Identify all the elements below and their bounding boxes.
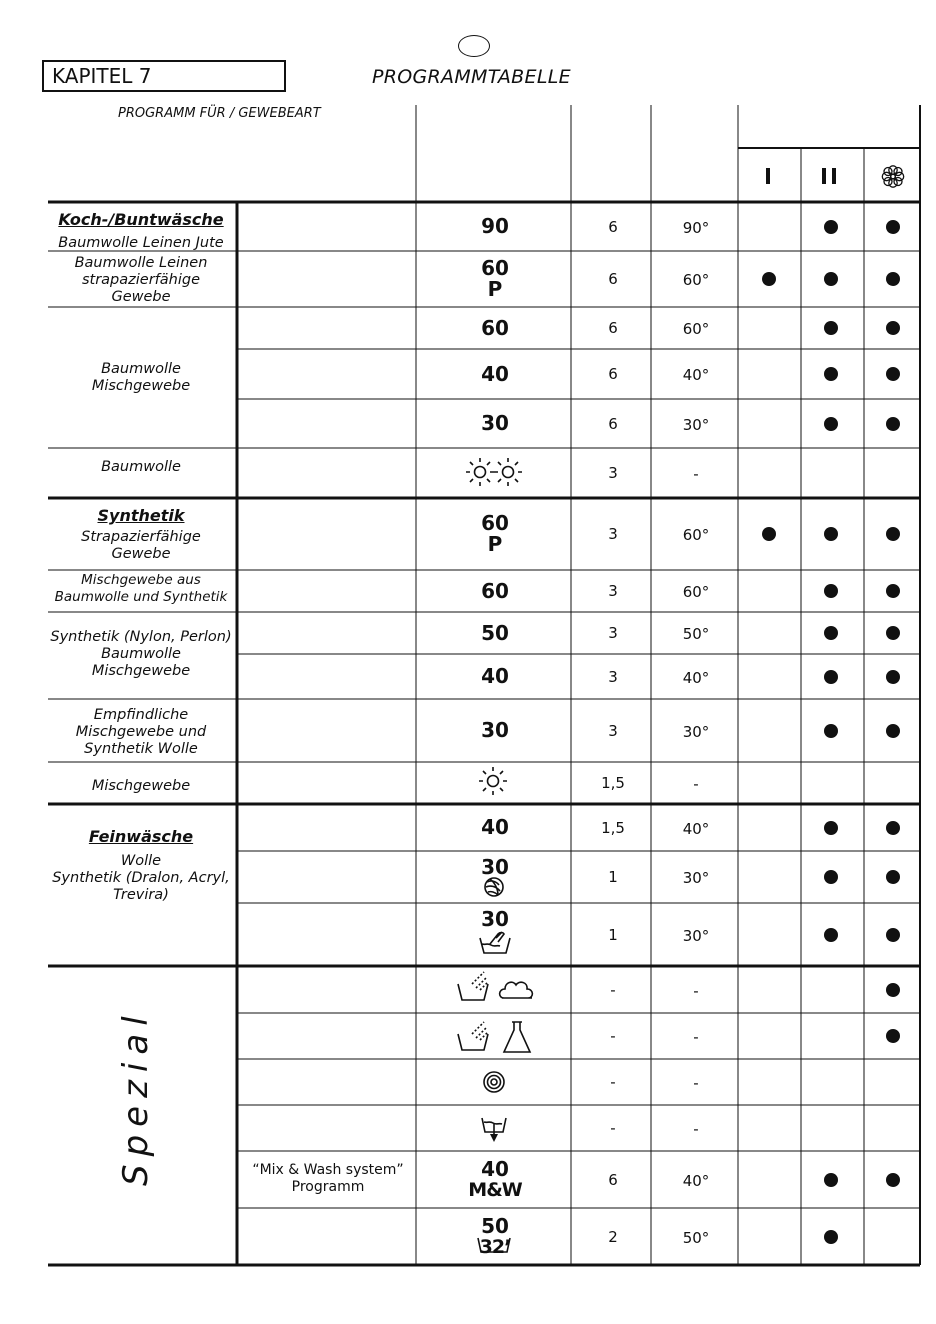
page-title: PROGRAMMTABELLE: [372, 66, 571, 88]
max-load-value: 3: [608, 721, 618, 740]
max-load-value: 6: [608, 414, 618, 433]
temperature-value: -: [693, 1120, 699, 1138]
detergent-dot-icon: [886, 870, 900, 884]
detergent-dot-icon: [886, 983, 900, 997]
wool-icon: [485, 878, 503, 896]
program-code: 60: [481, 578, 509, 603]
program-code: 40: [481, 815, 509, 839]
max-load-value: 6: [608, 270, 618, 288]
detergent-dot-icon: [886, 272, 900, 286]
drain-arrow-icon: [490, 1134, 498, 1142]
detergent-dot-icon: [886, 220, 900, 234]
program-code: 60 P: [481, 256, 509, 301]
detergent-dot-icon: [824, 821, 838, 835]
detergent-dot-icon: [824, 417, 838, 431]
fabric-synth-2: Mischgewebe aus Baumwolle und Synthetik: [54, 572, 228, 605]
program-code: 60: [481, 315, 509, 340]
rinse-bleach-icon: [458, 1022, 530, 1052]
program-code: 30: [481, 411, 509, 435]
temperature-value: 90°: [682, 218, 710, 237]
max-load-value: 3: [608, 525, 618, 543]
max-load-value: 1,5: [601, 818, 625, 837]
sun-icon: [479, 767, 507, 795]
max-load-value: 1: [608, 868, 618, 886]
temperature-value: 50°: [682, 625, 710, 643]
max-load-value: 3: [608, 624, 618, 642]
program-code: 30: [481, 855, 509, 879]
detergent-dot-icon: [886, 321, 900, 335]
detergent-dot-icon: [886, 724, 900, 738]
program-code: 30: [481, 718, 509, 742]
temperature-value: 40°: [682, 1171, 710, 1190]
handwash-icon: [480, 932, 510, 953]
max-load-value: -: [610, 1027, 616, 1045]
detergent-dot-icon: [824, 367, 838, 381]
roman-one-icon: [766, 168, 770, 184]
detergent-dot-icon: [886, 417, 900, 431]
temperature-value: -: [693, 1028, 699, 1046]
group-title-synthetik: Synthetik: [97, 506, 185, 525]
max-load-value: 3: [608, 464, 618, 482]
temperature-value: 60°: [682, 583, 710, 601]
detergent-dot-icon: [824, 724, 838, 738]
chapter-label: KAPITEL 7: [42, 60, 286, 92]
fabric-koch-2: Baumwolle Leinen strapazierfähige Gewebe: [74, 255, 208, 305]
temperature-value: 60°: [682, 526, 710, 544]
max-load-value: 1: [608, 925, 618, 944]
detergent-dot-icon: [824, 870, 838, 884]
temperature-value: 30°: [682, 926, 710, 945]
detergent-dot-icon: [824, 272, 838, 286]
fabric-fein: Wolle Synthetik (Dralon, Acryl, Trevira): [52, 853, 230, 903]
spin-icon: [484, 1072, 504, 1092]
program-code: 60 P: [481, 511, 509, 556]
max-load-value: 1,5: [601, 774, 625, 792]
detergent-dot-icon: [824, 321, 838, 335]
program-code: 40 M&W: [468, 1156, 522, 1201]
detergent-dot-icon: [886, 367, 900, 381]
max-load-value: -: [610, 980, 616, 999]
fabric-synth-3: Synthetik (Nylon, Perlon) Baumwolle Mischgewebe: [50, 629, 232, 679]
program-code: 40: [481, 361, 509, 386]
detergent-dot-icon: [762, 272, 776, 286]
detergent-dot-icon: [886, 626, 900, 640]
temperature-value: 60°: [682, 320, 710, 338]
detergent-dot-icon: [886, 527, 900, 541]
group-title-koch: Koch-/Buntwäsche: [58, 210, 224, 229]
temperature-value: 30°: [682, 722, 710, 741]
detergent-dot-icon: [824, 670, 838, 684]
max-load-value: 3: [608, 667, 618, 686]
detergent-dot-icon: [886, 928, 900, 942]
temperature-value: -: [693, 981, 699, 1000]
detergent-dot-icon: [886, 670, 900, 684]
double-sun-icon: [466, 458, 522, 486]
flower-icon: [882, 166, 903, 187]
temperature-value: 30°: [682, 869, 710, 887]
max-load-value: 6: [608, 365, 618, 383]
max-load-value: -: [610, 1119, 616, 1137]
fabric-koch-1: Baumwolle Leinen Jute: [58, 235, 224, 251]
detergent-dot-icon: [824, 1173, 838, 1187]
temperature-value: 40°: [682, 668, 710, 687]
detergent-dot-icon: [886, 1173, 900, 1187]
detergent-dot-icon: [824, 220, 838, 234]
program-code: 50 32’: [479, 1213, 511, 1258]
temperature-value: -: [693, 465, 699, 483]
mix-wash-label: “Mix & Wash system” Programm: [252, 1162, 404, 1195]
group-title-spezial: Spezial: [116, 1008, 156, 1186]
detergent-dot-icon: [824, 1230, 838, 1244]
drain-icon: [482, 1118, 506, 1134]
temperature-value: 40°: [682, 819, 710, 838]
detergent-dot-icon: [886, 821, 900, 835]
detergent-dot-icon: [824, 928, 838, 942]
detergent-dot-icon: [824, 527, 838, 541]
max-load-value: 6: [608, 1170, 618, 1189]
max-load-value: 6: [608, 217, 618, 236]
temperature-value: 60°: [682, 271, 710, 289]
temperature-value: 30°: [682, 415, 710, 434]
program-code: 50: [481, 620, 509, 645]
detergent-dot-icon: [886, 584, 900, 598]
temperature-value: 50°: [682, 1228, 710, 1247]
detergent-dot-icon: [886, 1029, 900, 1043]
temperature-value: -: [693, 775, 699, 793]
detergent-dot-icon: [824, 626, 838, 640]
detergent-dot-icon: [762, 527, 776, 541]
column-header-fabric: PROGRAMM FÜR / GEWEBEART: [118, 106, 321, 121]
fabric-koch-3: Baumwolle Mischgewebe: [91, 361, 191, 394]
fabric-koch-4: Baumwolle: [101, 459, 181, 475]
max-load-value: 6: [608, 319, 618, 337]
max-load-value: 3: [608, 582, 618, 600]
max-load-value: 2: [608, 1227, 618, 1246]
fabric-synth-1: Strapazierfähige Gewebe: [81, 529, 201, 562]
program-code: 30: [481, 907, 509, 931]
program-code: 90: [481, 214, 509, 238]
max-load-value: -: [610, 1073, 616, 1091]
roman-two-icon: [822, 168, 826, 184]
fabric-synth-4: Empfindliche Mischgewebe und Synthetik Wolle: [75, 707, 207, 757]
program-code: 40: [481, 664, 509, 688]
fabric-synth-5: Mischgewebe: [91, 778, 191, 794]
rinse-softener-icon: [458, 972, 532, 1000]
group-title-feinwaesche: Feinwäsche: [88, 827, 194, 846]
detergent-dot-icon: [824, 584, 838, 598]
temperature-value: -: [693, 1074, 699, 1092]
temperature-value: 40°: [682, 366, 710, 384]
